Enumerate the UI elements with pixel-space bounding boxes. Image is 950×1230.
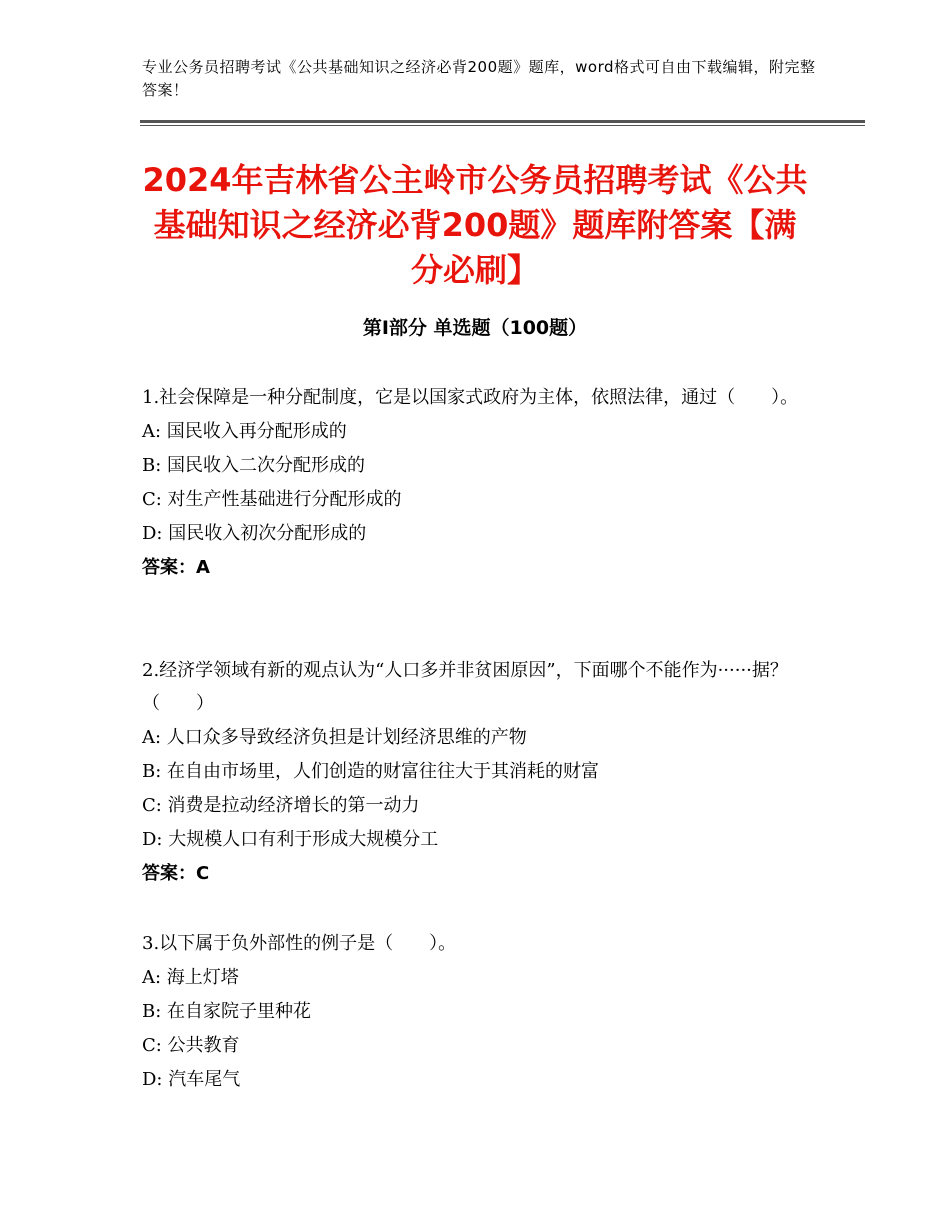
option-b: B: 在自家院子里种花 <box>142 1001 312 1022</box>
question-stem: 2.经济学领域有新的观点认为“人口多并非贫困原因”，下面哪个不能作为······据？（ ） <box>142 660 788 714</box>
question-3 <box>142 927 812 1097</box>
option-a: A: 人口众多导致经济负担是计划经济思维的产物 <box>142 727 527 748</box>
answer: 答案：C <box>142 863 210 884</box>
option-c: C: 对生产性基础进行分配形成的 <box>142 489 402 510</box>
header-divider-thick <box>140 120 865 123</box>
option-c: C: 公共教育 <box>142 1035 240 1056</box>
question-stem: 1.社会保障是一种分配制度，它是以国家式政府为主体，依照法律，通过（ ）。 <box>142 387 799 408</box>
question-1 <box>142 381 812 585</box>
option-d: D: 汽车尾气 <box>142 1069 241 1090</box>
option-c: C: 消费是拉动经济增长的第一动力 <box>142 795 420 816</box>
answer: 答案：A <box>142 557 210 578</box>
document-title: 2024年吉林省公主岭市公务员招聘考试《公共基础知识之经济必背200题》题库附答案【满分必刷】 <box>142 161 808 289</box>
option-a: A: 海上灯塔 <box>142 967 239 988</box>
option-d: D: 国民收入初次分配形成的 <box>142 523 367 544</box>
header-note: 专业公务员招聘考试《公共基础知识之经济必背200题》题库，word格式可自由下载编辑，附完整答案！ <box>142 58 816 99</box>
section-title: 第Ⅰ部分 单选题（100题） <box>362 317 588 339</box>
option-d: D: 大规模人口有利于形成大规模分工 <box>142 829 439 850</box>
header-divider-thin <box>140 125 865 126</box>
question-2 <box>142 654 812 891</box>
question-stem: 3.以下属于负外部性的例子是（ ）。 <box>142 933 457 954</box>
option-a: A: 国民收入再分配形成的 <box>142 421 347 442</box>
option-b: B: 国民收入二次分配形成的 <box>142 455 366 476</box>
option-b: B: 在自由市场里，人们创造的财富往往大于其消耗的财富 <box>142 761 600 782</box>
